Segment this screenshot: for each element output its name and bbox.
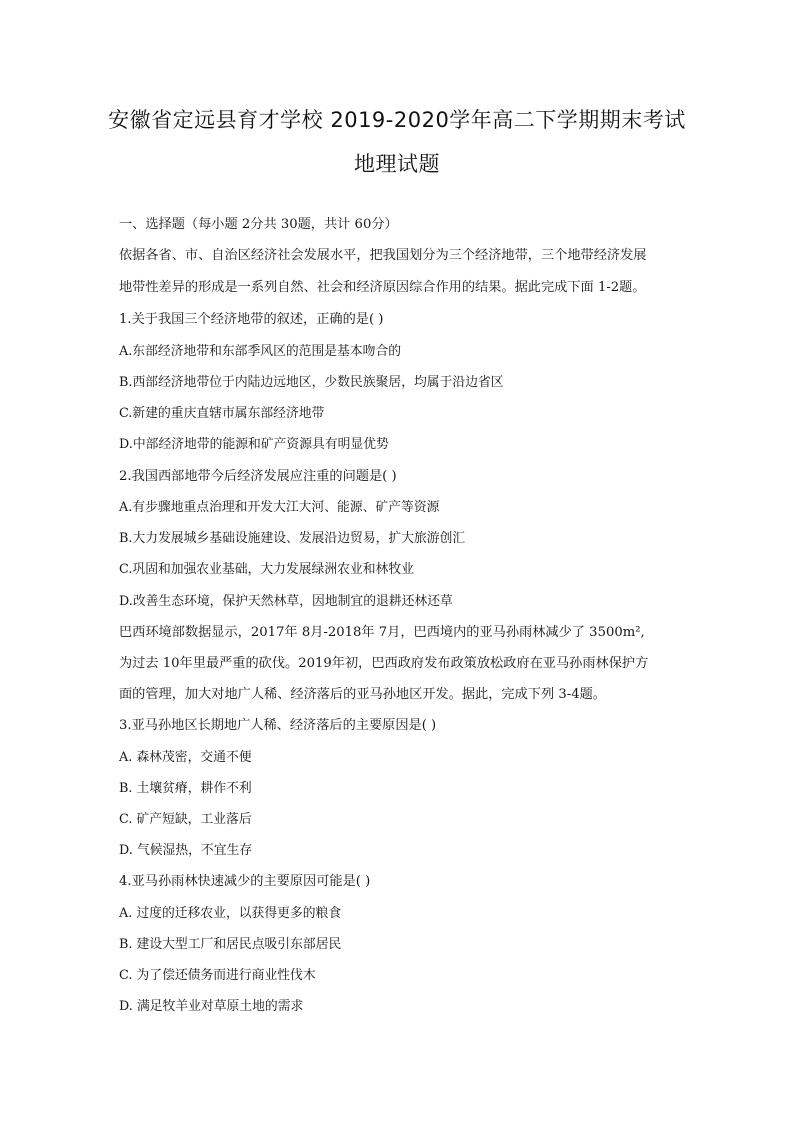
- question-2-option-a: A.有步骤地重点治理和开发大江大河、能源、矿产等资源: [119, 500, 440, 515]
- question-1-stem: 1.关于我国三个经济地带的叙述，正确的是( ): [119, 312, 384, 327]
- passage-2-line-1: 巴西环境部数据显示，2017年 8月-2018年 7月，巴西境内的亚马孙雨林减少了 3500m²,: [119, 625, 645, 640]
- question-1-option-d: D.中部经济地带的能源和矿产资源具有明显优势: [119, 437, 389, 452]
- question-1-option-b: B.西部经济地带位于内陆边远地区，少数民族聚居，均属于沿边省区: [119, 375, 504, 390]
- question-1-option-c: C.新建的重庆直辖市属东部经济地带: [119, 406, 325, 421]
- question-3-option-b: B. 土壤贫瘠，耕作不利: [119, 781, 252, 796]
- question-4-option-b: B. 建设大型工厂和居民点吸引东部居民: [119, 937, 342, 952]
- question-4-stem: 4.亚马孙雨林快速减少的主要原因可能是( ): [119, 874, 371, 889]
- passage-2-line-2: 为过去 10年里最严重的砍伐。2019年初，巴西政府发布政策放松政府在亚马孙雨林保护方: [119, 656, 649, 671]
- question-3-option-a: A. 森林茂密，交通不便: [119, 750, 252, 765]
- question-2-option-c: C.巩固和加强农业基础，大力发展绿洲农业和林牧业: [119, 562, 414, 577]
- passage-1-line-1: 依据各省、市、自治区经济社会发展水平，把我国划分为三个经济地带，三个地带经济发展: [119, 248, 647, 263]
- question-3-stem: 3.亚马孙地区长期地广人稀、经济落后的主要原因是( ): [119, 718, 437, 733]
- document-title: 安徽省定远县育才学校 2019-2020学年高二下学期期末考试: [108, 108, 686, 132]
- passage-1-line-2: 地带性差异的形成是一系列自然、社会和经济原因综合作用的结果。据此完成下面 1-2题。: [119, 280, 646, 295]
- question-4-option-d: D. 满足牧羊业对草原土地的需求: [119, 999, 304, 1014]
- passage-2-line-3: 面的管理，加大对地广人稀、经济落后的亚马孙地区开发。据此，完成下列 3-4题。: [119, 687, 606, 702]
- question-2-option-b: B.大力发展城乡基础设施建设、发展沿边贸易，扩大旅游创汇: [119, 531, 466, 546]
- question-1-option-a: A.东部经济地带和东部季风区的范围是基本吻合的: [119, 344, 402, 359]
- question-4-option-c: C. 为了偿还债务而进行商业性伐木: [119, 968, 316, 983]
- question-2-option-d: D.改善生态环境，保护天然林草，因地制宜的退耕还林还草: [119, 594, 453, 609]
- question-2-stem: 2.我国西部地带今后经济发展应注重的问题是( ): [119, 469, 397, 484]
- question-3-option-c: C. 矿产短缺，工业落后: [119, 812, 252, 827]
- document-subtitle: 地理试题: [354, 152, 440, 176]
- section-header: 一、选择题（每小题 2分共 30题，共计 60分）: [119, 217, 398, 232]
- question-3-option-d: D. 气候湿热，不宜生存: [119, 843, 253, 858]
- question-4-option-a: A. 过度的迁移农业，以获得更多的粮食: [119, 906, 342, 921]
